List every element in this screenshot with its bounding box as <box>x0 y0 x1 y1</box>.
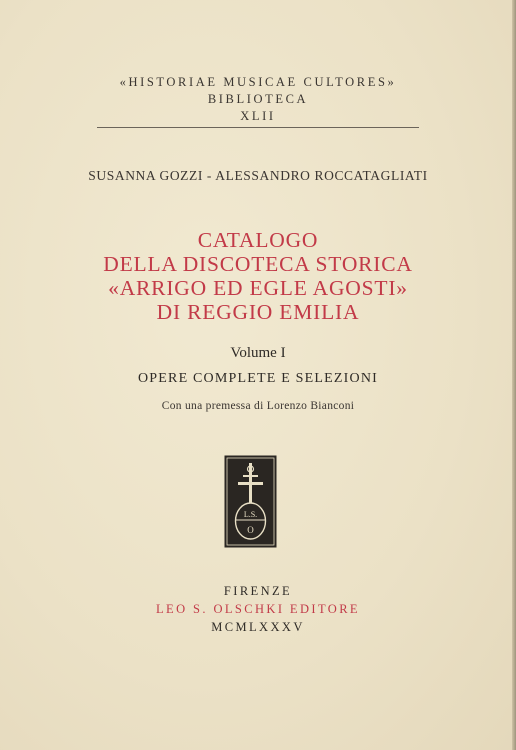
title-line-2: DELLA DISCOTECA STORICA <box>103 252 413 276</box>
series-number: XLII <box>240 109 276 123</box>
preface-note: Con una premessa di Lorenzo Bianconi <box>161 400 355 412</box>
series-name: «HISTORIAE MUSICAE CULTORES» <box>119 75 397 89</box>
authors: SUSANNA GOZZI - ALESSANDRO ROCCATAGLIATI <box>88 168 428 183</box>
imprint-city: FIRENZE <box>223 584 293 598</box>
imprint-year: MCMLXXXV <box>211 620 305 634</box>
title-line-3: «ARRIGO ED EGLE AGOSTI» <box>108 276 408 300</box>
subtitle: OPERE COMPLETE E SELEZIONI <box>137 371 379 386</box>
title-line-1: CATALOGO <box>197 228 319 252</box>
series-biblioteca: BIBLIOTECA <box>207 92 309 106</box>
title-line-4: DI REGGIO EMILIA <box>156 300 360 324</box>
cross-emblem-icon <box>224 455 277 548</box>
volume-label: Volume I <box>230 345 286 361</box>
svg-text:L.S.: L.S. <box>243 510 258 519</box>
divider-rule <box>97 127 419 128</box>
imprint-publisher: LEO S. OLSCHKI EDITORE <box>156 602 360 616</box>
svg-text:O: O <box>247 525 254 535</box>
